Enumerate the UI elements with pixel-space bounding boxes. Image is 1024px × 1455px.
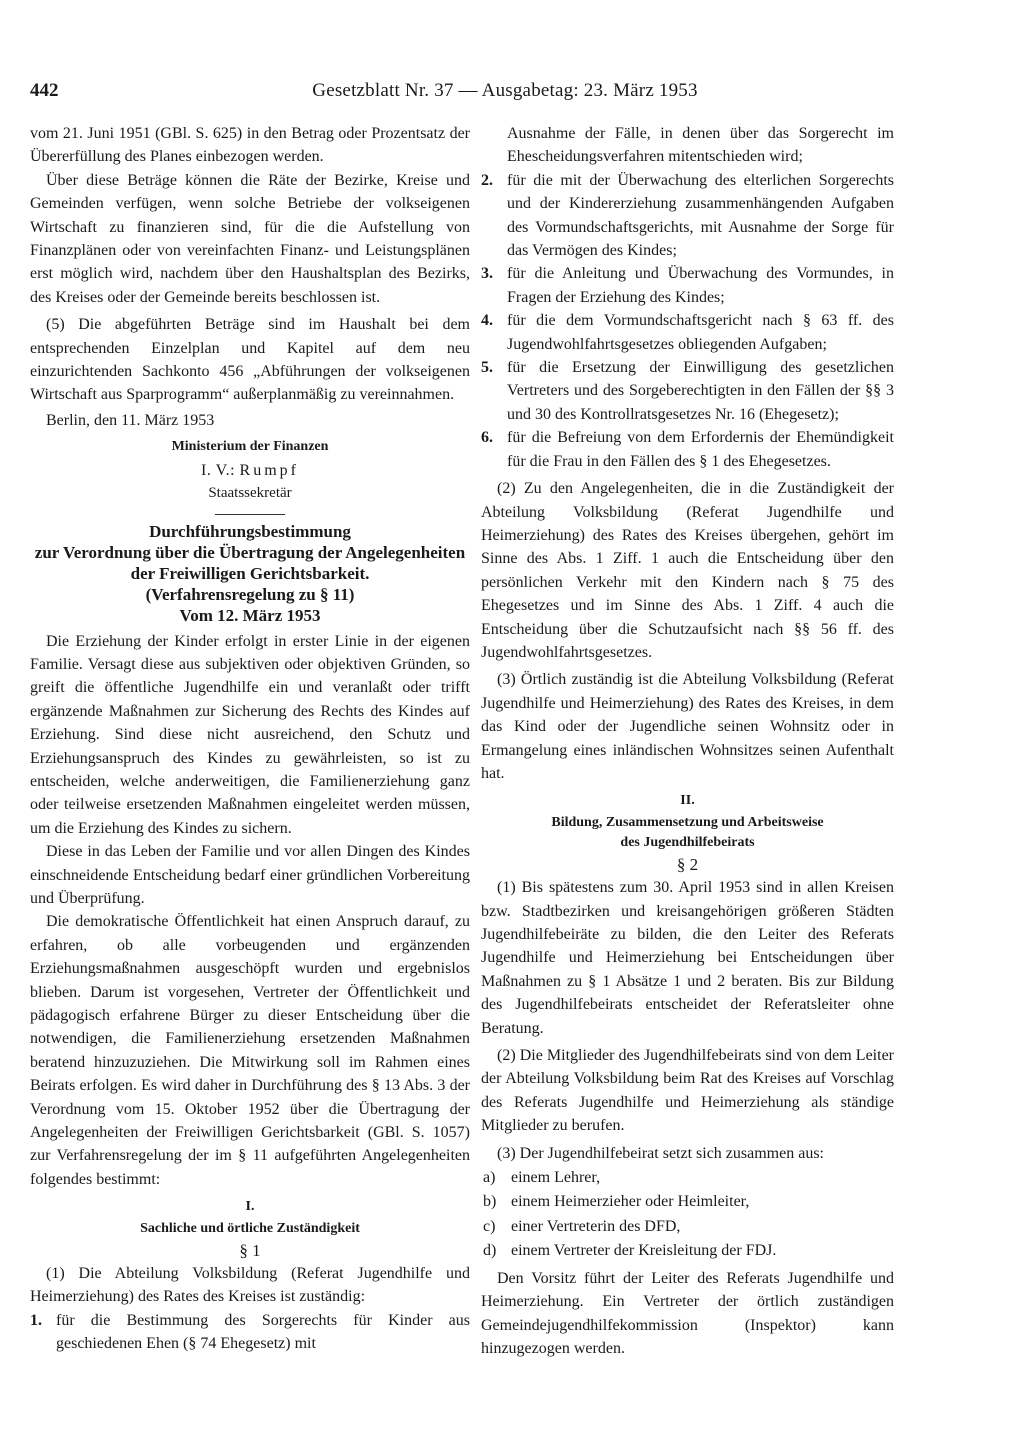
paragraph: (1) Die Abteilung Volksbildung (Referat Jugendhilfe und Heimerziehung) des Rates des Kreises ist zuständig: (30, 1265, 470, 1306)
right-column (481, 122, 894, 1360)
section-number: I. (245, 1199, 255, 1215)
list-item-continuation (481, 122, 894, 169)
list-item-text: für die Ersetzung der Einwilligung des gesetzlichen Vertreters und des Sorgeberechtigten in den Fällen der §§ 3 und 30 des Kontrollratsgesetzes Nr. 16 (Ehegesetz); (507, 359, 894, 423)
paragraph: (3) Der Jugendhilfebeirat setzt sich zusammen aus: (497, 1144, 824, 1162)
list-item-text: für die Befreiung von dem Erfordernis der Ehemündigkeit für die Frau in den Fällen des § 1 des Ehegesetzes. (507, 429, 894, 470)
running-title: Gesetzblatt Nr. 37 — Ausgabetag: 23. März 1953 (312, 80, 698, 101)
decree-subtitle: zur Verordnung über die Übertragung der Angelegenheiten der Freiwilligen Gerichtsbarkeit. (34, 542, 466, 583)
paragraph: (1) Bis spätestens zum 30. April 1953 sind in allen Kreisen bzw. Stadtbezirken und kreisangehörigen größeren Städten Jugendhilfebeiräte zu bilden, die den Leiter des Referats Jugendhilfe und Heimerziehung bei Entscheidungen über Maßnahmen zu § 1 Absätze 1 und 2 beraten. Bis zur Bildung des Jugendhilfebeirats entscheidet der Referatsleiter ohne Beratung. (481, 879, 894, 1037)
member-item (481, 1190, 894, 1213)
member-text: einem Heimerzieher oder Heimleiter, (511, 1193, 750, 1211)
paragraph: (3) Örtlich zuständig ist die Abteilung Volksbildung (Referat Jugendhilfe und Heimerziehung) des Rates des Kreises, in dem das Kind oder der Jugendliche seinen Wohnsitz oder in Ermangelung eines inländischen Wohnsitzes seinen Aufenthalt hat. (481, 671, 894, 782)
decree-date: Vom 12. März 1953 (179, 605, 321, 625)
page-number: 442 (30, 80, 59, 101)
decree-title: Durchführungsbestimmung (149, 521, 351, 541)
member-letter: c) (483, 1217, 496, 1235)
list-item-text: für die dem Vormundschaftsgericht nach § 63 ff. des Jugendwohlfahrtsgesetzes obliegenden Aufgaben; (507, 312, 894, 353)
member-text: einer Vertreterin des DFD, (511, 1217, 681, 1235)
signature-name: Rumpf (239, 461, 299, 479)
list-item-number: 3. (481, 265, 493, 283)
section-title: Sachliche und örtliche Zuständigkeit (140, 1220, 360, 1236)
signature-role: Staatssekretär (208, 485, 292, 502)
member-item (481, 1215, 894, 1238)
paragraph: Diese in das Leben der Familie und vor allen Dingen des Kindes einschneidende Entscheidung bedarf einer gründlichen Vorbereitung und Überprüfung. (30, 843, 470, 907)
paragraph-sign: § 1 (239, 1240, 261, 1260)
paragraph: (2) Die Mitglieder des Jugendhilfebeirats sind von dem Leiter der Abteilung Volksbildung beim Rat des Kreises auf Vorschlag des Referats Jugendhilfe und Heimerziehung als ständige Mitglieder zu berufen. (481, 1047, 894, 1135)
paragraph: Über diese Beträge können die Räte der Bezirke, Kreise und Gemeinden verfügen, wenn solche Betriebe der volkseigenen Wirtschaft zu finanzieren sind, für die die Aufstellung von Finanzplänen oder von vereinfachten Finanz- und Leistungsplänen erst möglich wird, nachdem über den Haushaltsplan des Bezirks, des Kreises oder der Gemeinde bereits beschlossen ist. (30, 171, 470, 306)
member-letter: d) (483, 1242, 497, 1260)
page-header (30, 80, 980, 106)
paragraph: Die Erziehung der Kinder erfolgt in erster Linie in der eigenen Familie. Versagt diese aus subjektiven oder objektiven Gründen, so greift die öffentliche Jugendhilfe ein und veranlaßt oder trifft ergänzende Maßnahmen zur Sicherung des Rechts des Kindes auf Erziehung. Sind diese nicht ausreichend, den Schutz und Erziehungsanspruch des Kindes zu gewährleisten, so ist zu entscheiden, welche anderweitigen, die Familienerziehung ganz oder teilweise ersetzenden Maßnahmen eingeleitet werden müssen, um die Erziehung des Kindes zu sichern. (30, 632, 470, 837)
decree-heading (30, 521, 470, 626)
list-item (481, 169, 894, 263)
paragraph: vom 21. Juni 1951 (GBl. S. 625) in den Betrag oder Prozentsatz der Übererfüllung des Planes einbezogen werden. (30, 125, 470, 166)
list-item-number: 2. (481, 171, 493, 189)
list-item (481, 356, 894, 426)
list-item-number: 1. (30, 1311, 42, 1329)
list-item-text: Ausnahme der Fälle, in denen über das Sorgerecht im Ehescheidungsverfahren mitentschieden wird; (507, 125, 894, 166)
list-item-text: für die mit der Überwachung des elterlichen Sorgerechts und der Kindererziehung zusammenhängenden Aufgaben des Vormundschaftsgerichts, mit Ausnahme der Sorge für das Vermögen des Kindes; (507, 171, 894, 260)
member-item (481, 1166, 894, 1189)
member-letter: a) (483, 1169, 496, 1187)
section-title: des Jugendhilfebeirats (620, 834, 755, 850)
signature-place-date: Berlin, den 11. März 1953 (46, 411, 215, 429)
list-item-text: für die Anleitung und Überwachung des Vormundes, in Fragen der Erziehung des Kindes; (507, 265, 894, 306)
list-item-number: 5. (481, 359, 493, 377)
paragraph: Den Vorsitz führt der Leiter des Referats Jugendhilfe und Heimerziehung. Ein Vertreter der örtlich zuständigen Gemeindejugendhilfekommission (Inspektor) kann hinzugezogen werden. (481, 1269, 894, 1357)
signature-block (30, 409, 470, 506)
list-item (481, 262, 894, 309)
paragraph: Die demokratische Öffentlichkeit hat einen Anspruch darauf, zu erfahren, ob alle vorbeugenden und ergänzenden Erziehungsmaßnahmen ausgeschöpft wurden und ergebnislos blieben. Darum ist vorgesehen, Vertreter der Öffentlichkeit und pädagogisch erfahrene Bürger zu dieser Entscheidung über die notwendigen, die Familienerziehung ersetzenden Maßnahmen beratend hinzuzuziehen. Die Mitwirkung soll im Rahmen eines Beirats erfolgen. Es wird daher in Durchführung des § 13 Abs. 3 der Verordnung vom 15. Oktober 1952 über die Übertragung der Angelegenheiten der Freiwilligen Gerichtsbarkeit (GBl. S. 1057) zur Verfahrensregelung der im § 11 aufgeführten Angelegenheiten folgendes bestimmt: (30, 913, 470, 1188)
paragraph: (5) Die abgeführten Beträge sind im Haushalt bei dem entsprechenden Einzelplan und Kapitel auf dem neu einzurichtenden Sachkonto 456 „Abführungen der volkseigenen Wirtschaft aus Sparprogramm“ außerplanmäßig zu vereinnahmen. (30, 316, 470, 404)
member-text: einem Vertreter der Kreisleitung der FDJ. (511, 1242, 777, 1260)
decree-scope: (Verfahrensregelung zu § 11) (145, 584, 355, 604)
list-item (481, 309, 894, 356)
divider (215, 514, 285, 515)
section-number: II. (680, 793, 695, 809)
member-letter: b) (483, 1193, 497, 1211)
list-item-number: 6. (481, 429, 493, 447)
signature-name-line (30, 459, 470, 482)
member-text: einem Lehrer, (511, 1169, 601, 1187)
paragraph-sign: § 2 (676, 854, 699, 874)
signature-iv: I. V.: (201, 461, 236, 479)
list-item-number: 4. (481, 312, 493, 330)
member-item (481, 1239, 894, 1262)
left-column (30, 122, 470, 1356)
section-title: Bildung, Zusammensetzung und Arbeitsweise (551, 814, 824, 830)
list-item (481, 426, 894, 473)
signature-ministry: Ministerium der Finanzen (171, 439, 329, 455)
list-item (30, 1309, 470, 1356)
list-item-text: für die Bestimmung des Sorgerechts für Kinder aus geschiedenen Ehen (§ 74 Ehegesetz) mit (56, 1311, 470, 1353)
paragraph: (2) Zu den Angelegenheiten, die in die Zuständigkeit der Abteilung Volksbildung (Referat Jugendhilfe und Heimerziehung) des Rates des Kreises übergehen, gehört im Sinne des Abs. 1 Ziff. 1 auch die Entscheidung über den persönlichen Verkehr mit den Kindern nach § 75 des Ehegesetzes und im Sinne des Abs. 1 Ziff. 4 auch die Entscheidung über die Schutzaufsicht nach §§ 56 ff. des Jugendwohlfahrtsgesetzes. (481, 480, 894, 661)
